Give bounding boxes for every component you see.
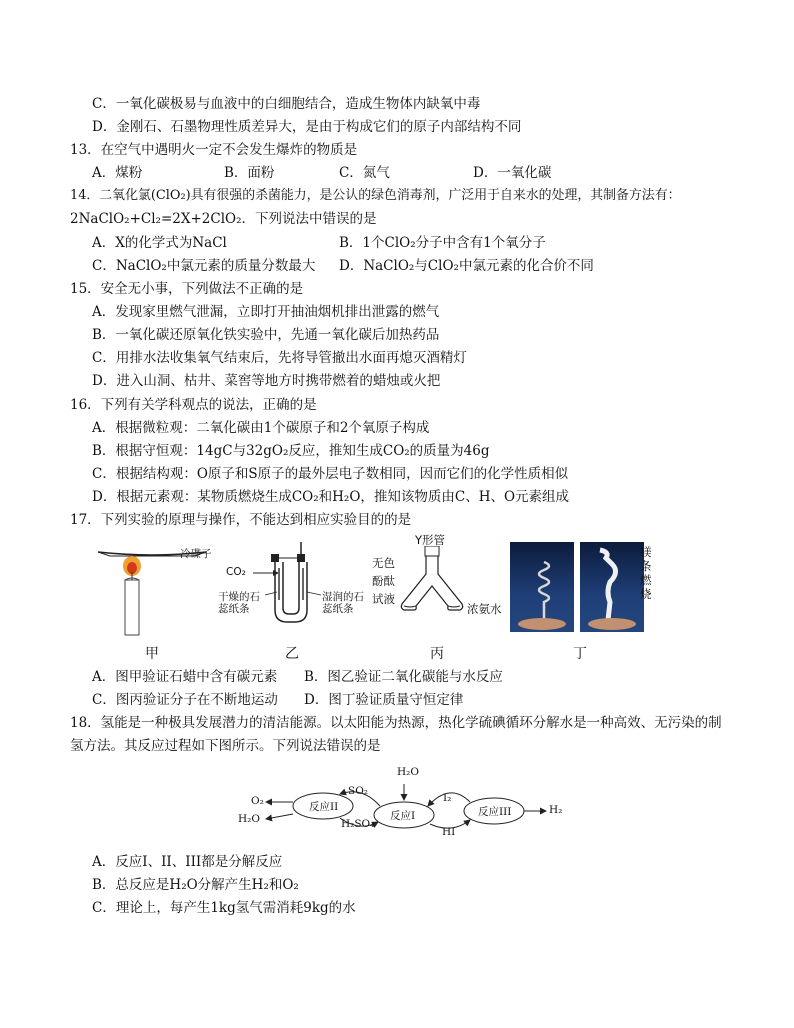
q17-option-c: C．图丙验证分子在不断地运动 [92, 692, 278, 708]
q14-option-c: C．NaClO₂中氯元素的质量分数最大 [92, 258, 316, 274]
label-ammonia: 浓氨水 [467, 602, 502, 616]
label-solution: 试液 [372, 592, 395, 606]
label-h2o-in: H₂O [397, 766, 419, 778]
label-y-tube: Y形管 [415, 533, 446, 547]
q13-stem: 13．在空气中遇明火一定不会发生爆炸的物质是 [70, 142, 358, 158]
node-reaction-2: 反应II [309, 801, 339, 813]
q16-option-b: B．根据守恒观：14gC与32gO₂反应，推知生成CO₂的质量为46g [92, 443, 490, 459]
label-phenolphthalein: 酚酞 [372, 574, 395, 588]
q17-options-row2 [0, 691, 794, 709]
label-co2: CO₂ [226, 566, 246, 578]
q14-options-row2 [0, 257, 794, 275]
q13-option-d: D．一氧化碳 [473, 165, 552, 181]
label-colorless: 无色 [372, 556, 395, 570]
q14-option-b: B．1个ClO₂分子中含有1个氧分子 [339, 235, 546, 251]
q16-option-d: D．根据元素观：某物质燃烧生成CO₂和H₂O，推知该物质由C、H、O元素组成 [92, 489, 570, 505]
label-h2-out: H₂ [549, 804, 563, 816]
q16-option-a: A．根据微粒观：二氧化碳由1个碳原子和2个氧原子构成 [92, 420, 430, 436]
label-o2-out: O₂ [251, 795, 264, 807]
label-so2: SO₂ [348, 785, 369, 797]
q18-option-b: B．总反应是H₂O分解产生H₂和O₂ [92, 877, 299, 893]
q15-option-d: D．进入山洞、枯井、菜窖等地方时携带燃着的蜡烛或火把 [92, 373, 441, 389]
caption-bing: 丙 [430, 646, 444, 662]
q17-option-a: A．图甲验证石蜡中含有碳元素 [92, 669, 278, 685]
label-h2so4: H₂SO₄ [341, 818, 375, 830]
q12-option-c: C．一氧化碳极易与血液中的白细胞结合，造成生物体内缺氧中毒 [92, 96, 481, 112]
caption-jia: 甲 [145, 646, 159, 662]
q12-option-d: D．金刚石、石墨物理性质差异大，是由于构成它们的原子内部结构不同 [92, 119, 522, 135]
q13-option-c: C．氮气 [339, 165, 390, 181]
node-reaction-3: 反应III [478, 806, 512, 818]
q15-option-a: A．发现家里燃气泄漏，立即打开抽油烟机排出泄露的燃气 [92, 304, 440, 320]
figure-yi-u-tube [225, 540, 365, 630]
photo-magnesium-after [580, 542, 644, 632]
label-wet-litmus: 湿润的石蕊纸条 [322, 591, 364, 615]
q15-option-b: B．一氧化碳还原氧化铁实验中，先通一氧化碳后加热药品 [92, 327, 440, 343]
q18-stem-line1: 18．氢能是一种极具发展潜力的清洁能源。以太阳能为热源，热化学硫碘循环分解水是一种高效、无污染的制 [70, 715, 722, 731]
q14-stem-line2: 2NaClO₂+Cl₂=2X+2ClO₂．下列说法中错误的是 [70, 211, 377, 227]
label-h2o-out: H₂O [238, 813, 260, 825]
q14-options-row1 [0, 234, 794, 252]
q13-options [0, 164, 794, 182]
label-dry-litmus: 干燥的石蕊纸条 [218, 591, 260, 615]
q13-option-a: A．煤粉 [92, 165, 143, 181]
q13-option-b: B．面粉 [224, 165, 275, 181]
q18-option-a: A．反应I、II、III都是分解反应 [92, 854, 283, 870]
q14-option-d: D．NaClO₂与ClO₂中氯元素的化合价不同 [339, 258, 594, 274]
q17-option-d: D．图丁验证质量守恒定律 [304, 692, 464, 708]
q14-stem-line1: 14．二氧化氯(ClO₂)具有很强的杀菌能力，是公认的绿色消毒剂，广泛用于自来水的处理，其制备方法有： [70, 188, 681, 203]
q18-stem-line2: 氢方法。其反应过程如下图所示。下列说法错误的是 [70, 738, 381, 754]
label-i2: I₂ [443, 792, 452, 804]
q17-options-row1 [0, 668, 794, 686]
q17-option-b: B．图乙验证二氧化碳能与水反应 [304, 669, 503, 685]
label-mg-burning: 镁条燃烧 [640, 545, 652, 601]
q16-stem: 16．下列有关学科观点的说法，正确的是 [70, 397, 317, 413]
q15-option-c: C．用排水法收集氧气结束后，先将导管撤出水面再熄灭酒精灯 [92, 350, 467, 366]
label-hi: HI [442, 826, 456, 838]
caption-yi: 乙 [285, 646, 299, 662]
photo-magnesium-before [510, 542, 574, 632]
caption-ding: 丁 [573, 646, 587, 662]
node-reaction-1: 反应I [390, 810, 416, 822]
q15-stem: 15．安全无小事，下列做法不正确的是 [70, 281, 304, 297]
q14-option-a: A．X的化学式为NaCl [92, 235, 227, 251]
label-cold-plate: 冷碟子 [180, 548, 212, 560]
q16-option-c: C．根据结构观：O原子和S原子的最外层电子数相同，因而它们的化学性质相似 [92, 466, 569, 482]
q17-stem: 17．下列实验的原理与操作，不能达到相应实验目的的是 [70, 512, 412, 528]
figure-bing-y-tube [392, 546, 472, 626]
q18-option-c: C．理论上，每产生1kg氢气需消耗9kg的水 [92, 900, 356, 916]
